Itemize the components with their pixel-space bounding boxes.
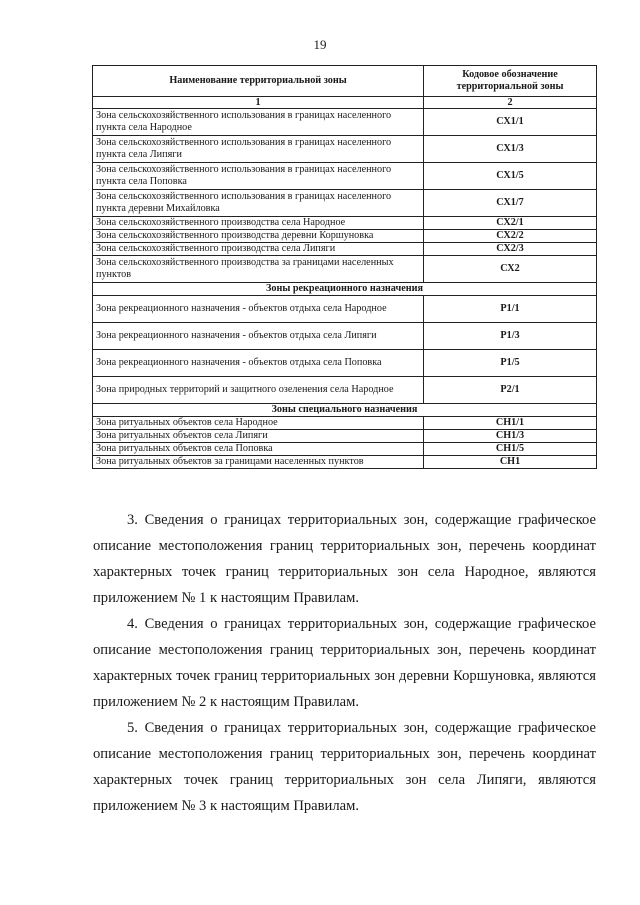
zone-name-cell: Зона сельскохозяйственного производства села Народное [93, 217, 424, 230]
table-header-row [93, 66, 597, 97]
body-text [93, 507, 596, 819]
zone-code-cell: СХ1/7 [424, 190, 597, 217]
column-header-zone-name: Наименование территориальной зоны [93, 66, 424, 97]
table-row [93, 109, 597, 136]
zone-name-cell: Зона рекреационного назначения - объектов отдыха села Поповка [93, 350, 424, 377]
zone-code-cell: СХ2/1 [424, 217, 597, 230]
zone-code-cell: СХ2 [424, 256, 597, 283]
page-number: 19 [313, 37, 327, 52]
table-row [93, 243, 597, 256]
table-row [93, 256, 597, 283]
zone-code-cell: СХ2/2 [424, 230, 597, 243]
table-row [93, 163, 597, 190]
table-row [93, 230, 597, 243]
zone-name-cell: Зона сельскохозяйственного использования в границах населенного пункта села Липяги [93, 136, 424, 163]
zone-name-cell: Зона ритуальных объектов села Народное [93, 417, 424, 430]
zone-code-cell: Р1/5 [424, 350, 597, 377]
zone-name-cell: Зона природных территорий и защитного озеленения села Народное [93, 377, 424, 404]
section-title-special: Зоны специального назначения [93, 404, 597, 417]
zone-code-cell: СХ1/5 [424, 163, 597, 190]
zone-code-cell: СН1 [424, 456, 597, 469]
zone-name-cell: Зона сельскохозяйственного производства села Липяги [93, 243, 424, 256]
zone-name-cell: Зона ритуальных объектов за границами населенных пунктов [93, 456, 424, 469]
zone-name-cell: Зона сельскохозяйственного использования в границах населенного пункта села Поповка [93, 163, 424, 190]
table-row [93, 377, 597, 404]
paragraph-5: 5. Сведения о границах территориальных зон, содержащие графическое описание местоположения границ территориальных зон, перечень координат характерных точек границ территориальных зон села Липяги, являются приложением № 3 к настоящим Правилам. [93, 720, 596, 814]
table-row [93, 417, 597, 430]
table-row [93, 217, 597, 230]
zone-code-cell: СХ2/3 [424, 243, 597, 256]
zone-name-cell: Зона сельскохозяйственного производства деревни Коршуновка [93, 230, 424, 243]
zone-name-cell: Зона ритуальных объектов села Поповка [93, 443, 424, 456]
column-header-zone-code: Кодовое обозначение территориальной зоны [424, 66, 597, 97]
zone-code-cell: СХ1/1 [424, 109, 597, 136]
column-index-2: 2 [424, 97, 597, 109]
table-row [93, 190, 597, 217]
territorial-zones-table [92, 65, 597, 469]
zone-name-cell: Зона сельскохозяйственного использования в границах населенного пункта села Народное [93, 109, 424, 136]
zone-name-cell: Зона сельскохозяйственного использования в границах населенного пункта деревни Михайловка [93, 190, 424, 217]
zone-name-cell: Зона рекреационного назначения - объектов отдыха села Народное [93, 296, 424, 323]
column-index-1: 1 [93, 97, 424, 109]
zone-name-cell: Зона сельскохозяйственного производства за границами населенных пунктов [93, 256, 424, 283]
section-header-row [93, 283, 597, 296]
table-row [93, 456, 597, 469]
table-row [93, 350, 597, 377]
section-header-row [93, 404, 597, 417]
zone-name-cell: Зона ритуальных объектов села Липяги [93, 430, 424, 443]
zone-code-cell: СН1/1 [424, 417, 597, 430]
column-index-row [93, 97, 597, 109]
paragraph-3: 3. Сведения о границах территориальных зон, содержащие графическое описание местоположения границ территориальных зон, перечень координат характерных точек границ территориальных зон села Народное, являются приложением № 1 к настоящим Правилам. [93, 512, 596, 606]
zone-code-cell: СН1/5 [424, 443, 597, 456]
table-row [93, 323, 597, 350]
table-row [93, 136, 597, 163]
zone-code-cell: Р1/3 [424, 323, 597, 350]
zone-code-cell: СХ1/3 [424, 136, 597, 163]
zone-code-cell: СН1/3 [424, 430, 597, 443]
zone-code-cell: Р1/1 [424, 296, 597, 323]
table-row [93, 430, 597, 443]
zone-name-cell: Зона рекреационного назначения - объектов отдыха села Липяги [93, 323, 424, 350]
table-row [93, 296, 597, 323]
paragraph-4: 4. Сведения о границах территориальных зон, содержащие графическое описание местоположения границ территориальных зон, перечень координат характерных точек границ территориальных зон деревни Коршуновка, являются приложением № 2 к настоящим Правилам. [93, 616, 596, 710]
table-row [93, 443, 597, 456]
zone-code-cell: Р2/1 [424, 377, 597, 404]
section-title-recreation: Зоны рекреационного назначения [93, 283, 597, 296]
